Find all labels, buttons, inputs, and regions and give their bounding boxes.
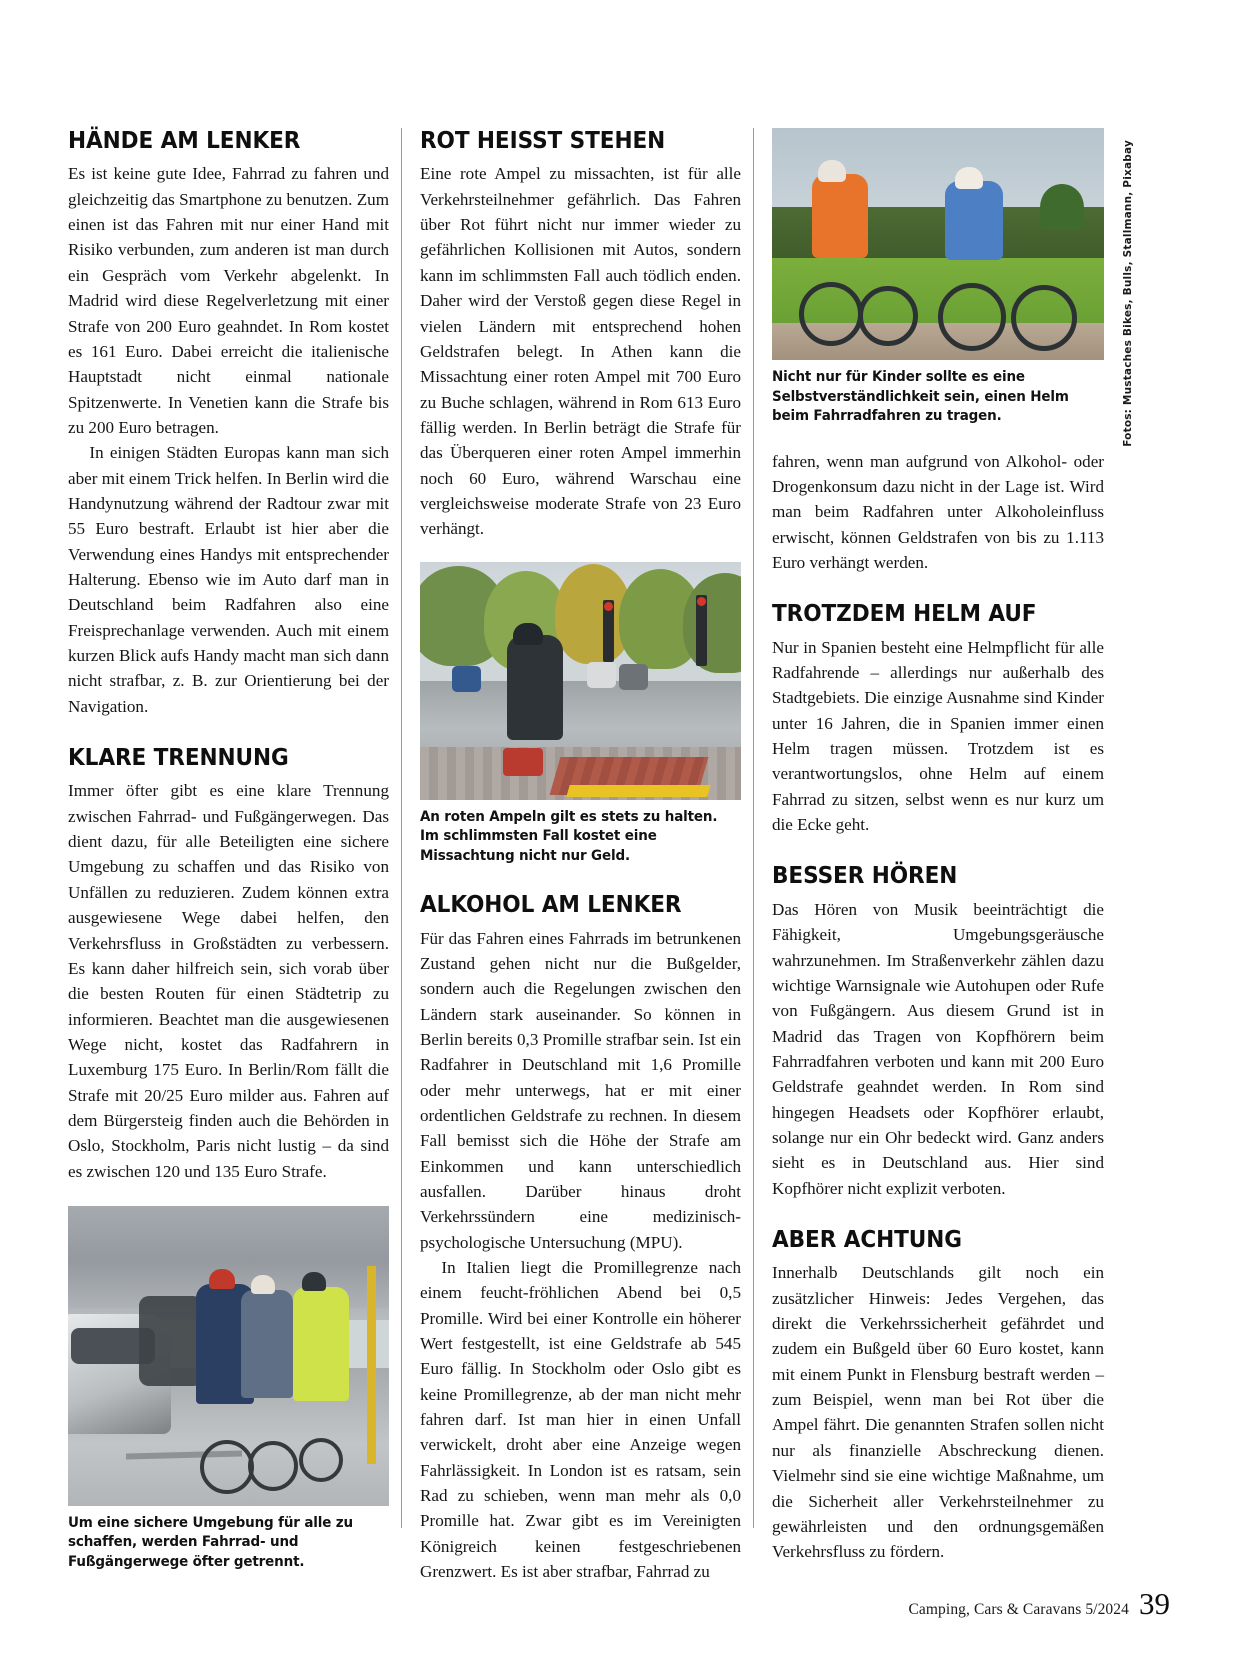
paragraph-rot-1: Eine rote Ampel zu missachten, ist für alle Verkehrsteilnehmer gefährlich. Das Fahren über Rot führt nicht nur immer wieder zu gefährlichen Kollisionen mit Autos, sondern kann im schlimmsten Fall auch tödlich enden. Daher wird der Verstoß gegen diese Regel in vielen Ländern mit entsprechend hohen Geldstrafen belegt. In Athen kann die Missachtung einer roten Ampel mit 700 Euro zu Buche schlagen, während in Rom 613 Euro fällig werden. In Berlin beträgt die Strafe für das Überqueren einer roten Ampel immerhin noch 60 Euro, während Warschau eine vergleichsweise moderate Strafe von 23 Euro verhängt. bbox=[420, 164, 741, 539]
heading-rot-heisst-stehen: ROT HEISST STEHEN bbox=[420, 126, 666, 154]
page-footer bbox=[908, 1586, 1170, 1621]
column-1 bbox=[68, 126, 401, 1570]
photo-cyclist-red-light bbox=[420, 562, 741, 800]
paragraph-hoeren-1: Das Hören von Musik beeinträchtigt die Fähigkeit, Umgebungsgeräusche wahrzunehmen. Im Straßenverkehr zählen dazu wichtige Warnsignale wie Autohupen oder Rufe von Fußgängern. Aus diesem Grund ist in Madrid das Tragen von Kopfhörern beim Fahrradfahren verboten und kann mit 200 Euro Geldstrafe geahndet werden. In Rom sind hingegen Headsets oder Kopfhörer erlaubt, solange nur ein Ohr bedeckt wird. Ganz anders sieht es in Deutschland aus. Hier sind Kopfhörer nicht explizit verboten. bbox=[772, 899, 1104, 1198]
paragraph-achtung-1: Innerhalb Deutschlands gilt noch ein zusätzlicher Hinweis: Jedes Vergehen, das direkt die Verkehrssicherheit gefährdet und zudem ein Bußgeld über 60 Euro kostet, kann mit einem Punkt in Flensburg bestraft werden – zum Beispiel, wenn man bei Rot über die Ampel fährt. Die genannten Strafen sollen nicht nur als finanzielle Abschreckung dienen. Vielmehr sind sie eine wichtige Maßnahme, um die Sicherheit aller Verkehrsteilnehmer zu gewährleisten und den ordnungsgemäßen Verkehrsfluss zu fördern. bbox=[772, 1263, 1104, 1562]
paragraph-haende-1: Es ist keine gute Idee, Fahrrad zu fahren und gleichzeitig das Smartphone zu benutzen. Zum einen ist das Fahren mit nur einer Hand mit Risiko verbunden, zum anderen ist man durch ein Gespräch vom Verkehr abgelenkt. In Madrid wird diese Regelverletzung mit einer Strafe von 200 Euro geahndet. In Rom kostet es 161 Euro. Dabei erreicht die italienische Hauptstadt nicht einmal nationale Spitzenwerte. In Venetien kann die Strafe bis zu 200 Euro betragen. bbox=[68, 164, 389, 437]
paragraph-alkohol-2: In Italien liegt die Promillegrenze nach einem feucht-fröhlichen Abend bei 0,5 Promille. Wird bei einer Kontrolle ein höherer Wert festgestellt, ist eine Geldstrafe ab 545 Euro fällig. In Stockholm oder Oslo gibt es keine Promillegrenze, ab der man nicht mehr fahren darf. Ist man hier in einen Unfall verwickelt, droht aber eine Anzeige wegen Fahrlässigkeit. In London ist es ratsam, sein Rad zu schieben, wenn man mehr als 0,0 Promille hat. Zwar gibt es im Vereinigten Königreich keinen festgeschriebenen Grenzwert. Es ist aber strafbar, Fahrrad zu bbox=[420, 1258, 741, 1582]
article-columns bbox=[68, 126, 1104, 1582]
photo-credit: Fotos: Mustaches Bikes, Bulls, Stallmann, Pixabay bbox=[1122, 140, 1134, 447]
footer-page-number: 39 bbox=[1139, 1586, 1170, 1621]
heading-haende-am-lenker: HÄNDE AM LENKER bbox=[68, 126, 301, 154]
caption-photo-red-light: An roten Ampeln gilt es stets zu halten. Im schlimmsten Fall kostet eine Missachtung nicht nur Geld. bbox=[420, 808, 718, 864]
column-2 bbox=[401, 126, 753, 1582]
paragraph-helm-1: Nur in Spanien besteht eine Helmpflicht für alle Radfahrende – allerdings nur außerhalb des Stadtgebiets. Die einzige Ausnahme sind Kinder unter 16 Jahren, die in Spanien immer einen Helm tragen müssen. Trotzdem ist es verantwortungslos, ohne Helm auf einem Fahrrad zu sitzen, selbst wenn es nur kurz um die Ecke geht. bbox=[772, 637, 1104, 835]
paragraph-klare-trennung-1: Immer öfter gibt es eine klare Trennung zwischen Fahrrad- und Fußgängerwegen. Das dient dazu, für alle Beteiligten eine sichere Umgebung zu schaffen und das Risiko von Unfällen zu reduzieren. Zudem können extra ausgewiesene Wege dabei helfen, den Verkehrsfluss in Großstädten zu verbessern. Es kann daher hilfreich sein, sich vorab über die besten Routen für einen Städtetrip zu informieren. Beachtet man die ausgewiesenen Wege nicht, kostet das Radfahrern in Luxemburg 175 Euro. In Berlin/Rom fällt die Strafe mit 20/25 Euro milder aus. Fahren auf dem Bürgersteig finden auch die Behörden in Oslo, Stockholm, Paris nicht lustig – da sind es zwischen 120 und 135 Euro Strafe. bbox=[68, 781, 389, 1181]
heading-trotzdem-helm-auf: TROTZDEM HELM AUF bbox=[772, 599, 1037, 628]
photo-cyclists-street bbox=[68, 1206, 389, 1506]
paragraph-alkohol-1: Für das Fahren eines Fahrrads im betrunkenen Zustand gehen nicht nur die Bußgelder, sondern auch die Regelungen zwischen den Ländern stark auseinander. So können in Berlin bereits 0,3 Promille strafbar sein. Ist ein Radfahrer in Deutschland mit 1,6 Promille oder mehr unterwegs, hat er mit einer ordentlichen Geldstrafe zu rechnen. In diesem Fall bemisst sich die Höhe der Strafe am Einkommen und kann unterschiedlich ausfallen. Darüber hinaus droht Verkehrssündern eine medizinisch-psychologische Untersuchung (MPU). bbox=[420, 928, 741, 1252]
caption-photo-cyclists-street: Um eine sichere Umgebung für alle zu schaffen, werden Fahrrad- und Fußgängerwege öfter getrennt. bbox=[68, 1514, 353, 1570]
heading-alkohol-am-lenker: ALKOHOL AM LENKER bbox=[420, 890, 682, 919]
photo-kids-with-helmets bbox=[772, 128, 1104, 360]
footer-issue-title: Camping, Cars & Caravans 5/2024 bbox=[908, 1601, 1129, 1618]
paragraph-alkohol-continuation: fahren, wenn man aufgrund von Alkohol- oder Drogenkonsum dazu nicht in der Lage ist. Wird man beim Radfahren unter Alkoholeinfluss erwischt, können Geldstrafen von bis zu 1.113 Euro verhängt werden. bbox=[772, 451, 1104, 572]
heading-klare-trennung: KLARE TRENNUNG bbox=[68, 743, 289, 771]
heading-aber-achtung: ABER ACHTUNG bbox=[772, 1224, 962, 1253]
caption-photo-kids-helmets: Nicht nur für Kinder sollte es eine Selbstverständlichkeit sein, einen Helm beim Fahrradfahren zu tragen. bbox=[772, 369, 1069, 424]
heading-besser-hoeren: BESSER HÖREN bbox=[772, 861, 958, 890]
column-3 bbox=[753, 128, 1104, 1562]
paragraph-haende-2: In einigen Städten Europas kann man sich aber mit einem Trick helfen. In Berlin wird die Handynutzung während der Radtour zwar mit 55 Euro bestraft. Erlaubt ist hier aber die Verwendung eines Handys mit entsprechender Halterung. Ebenso wie im Auto darf man in Deutschland beim Radfahren also eine Freisprechanlage verwenden. Auch mit einem kurzen Blick aufs Handy macht man sich dann nicht strafbar, z. B. zur Orientierung bei der Navigation. bbox=[68, 443, 389, 716]
